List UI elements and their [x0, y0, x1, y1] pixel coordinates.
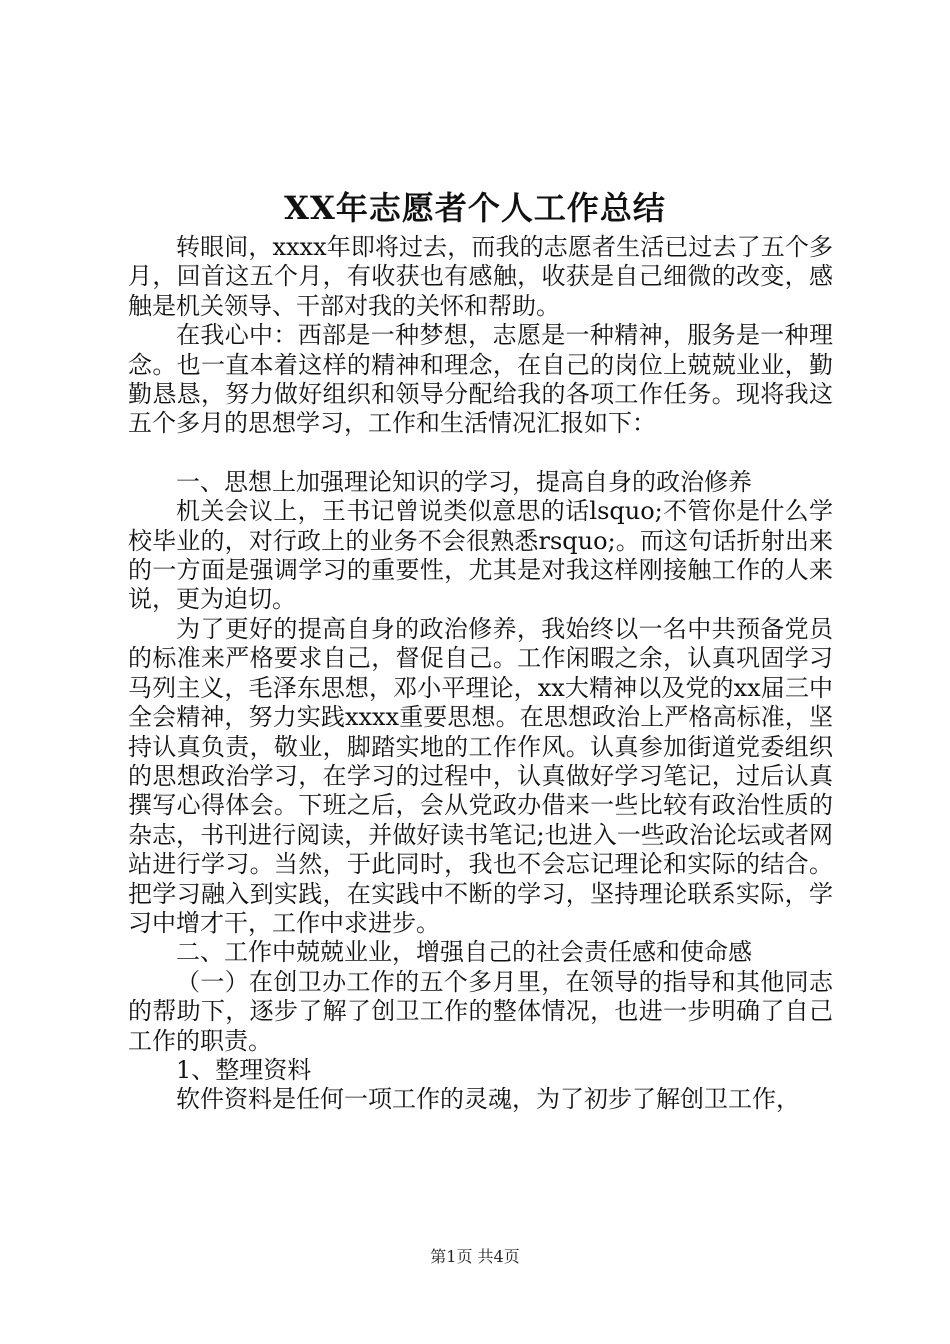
- paragraph-study: 为了更好的提高自身的政治修养，我始终以一名中共预备党员的标准来严格要求自己，督促自己。工作闲暇之余，认真巩固学习马列主义，毛泽东思想，邓小平理论，xx大精神以及党的xx届三中全会精神，努力实践xxxx重要思想。在思想政治上严格高标准，坚持认真负责，敬业，脚踏实地的工作作风。认真参加街道党委组织的思想政治学习，在学习的过程中，认真做好学习笔记，过后认真撰写心得体会。下班之后，会从党政办借来一些比较有政治性质的杂志，书刊进行阅读，并做好读书笔记;也进入一些政治论坛或者网站进行学习。当然，于此同时，我也不会忘记理论和实际的结合。把学习融入到实践，在实践中不断的学习，坚持理论联系实际，学习中增才干，工作中求进步。: [128, 614, 833, 937]
- subsection-1: （一）在创卫办工作的五个多月里，在领导的指导和其他同志的帮助下，逐步了解了创卫工作的整体情况，也进一步明确了自己工作的职责。: [128, 967, 833, 1055]
- item-heading-1: 1、整理资料: [176, 1055, 312, 1084]
- paragraph-belief: 在我心中：西部是一种梦想，志愿是一种精神，服务是一种理念。也一直本着这样的精神和理念，在自己的岗位上兢兢业业，勤勤恳恳，努力做好组织和领导分配给我的各项工作任务。现将我这五个多月的思想学习，工作和生活情况汇报如下：: [128, 321, 833, 438]
- document-body: [128, 233, 833, 1115]
- paragraph-intro: 转眼间，xxxx年即将过去，而我的志愿者生活已过去了五个多月，回首这五个月，有收获也有感触，收获是自己细微的改变，感触是机关领导、干部对我的关怀和帮助。: [128, 233, 833, 320]
- section-heading-1: 一、思想上加强理论知识的学习，提高自身的政治修养: [176, 467, 752, 496]
- document-title: XX年志愿者个人工作总结: [284, 189, 666, 227]
- section-heading-2: 二、工作中兢兢业业，增强自己的社会责任感和使命感: [176, 938, 752, 967]
- page-footer: 第1页 共4页: [430, 1247, 520, 1266]
- paragraph-meeting: 机关会议上，王书记曾说类似意思的话lsquo;不管你是什么学校毕业的，对行政上的业务不会很熟悉rsquo;。而这句话折射出来的一方面是强调学习的重要性，尤其是对我这样刚接触工作的人来说，更为迫切。: [128, 497, 833, 614]
- paragraph-spacer: [128, 439, 833, 468]
- paragraph-materials: 软件资料是任何一项工作的灵魂，为了初步了解创卫工作，: [176, 1085, 800, 1114]
